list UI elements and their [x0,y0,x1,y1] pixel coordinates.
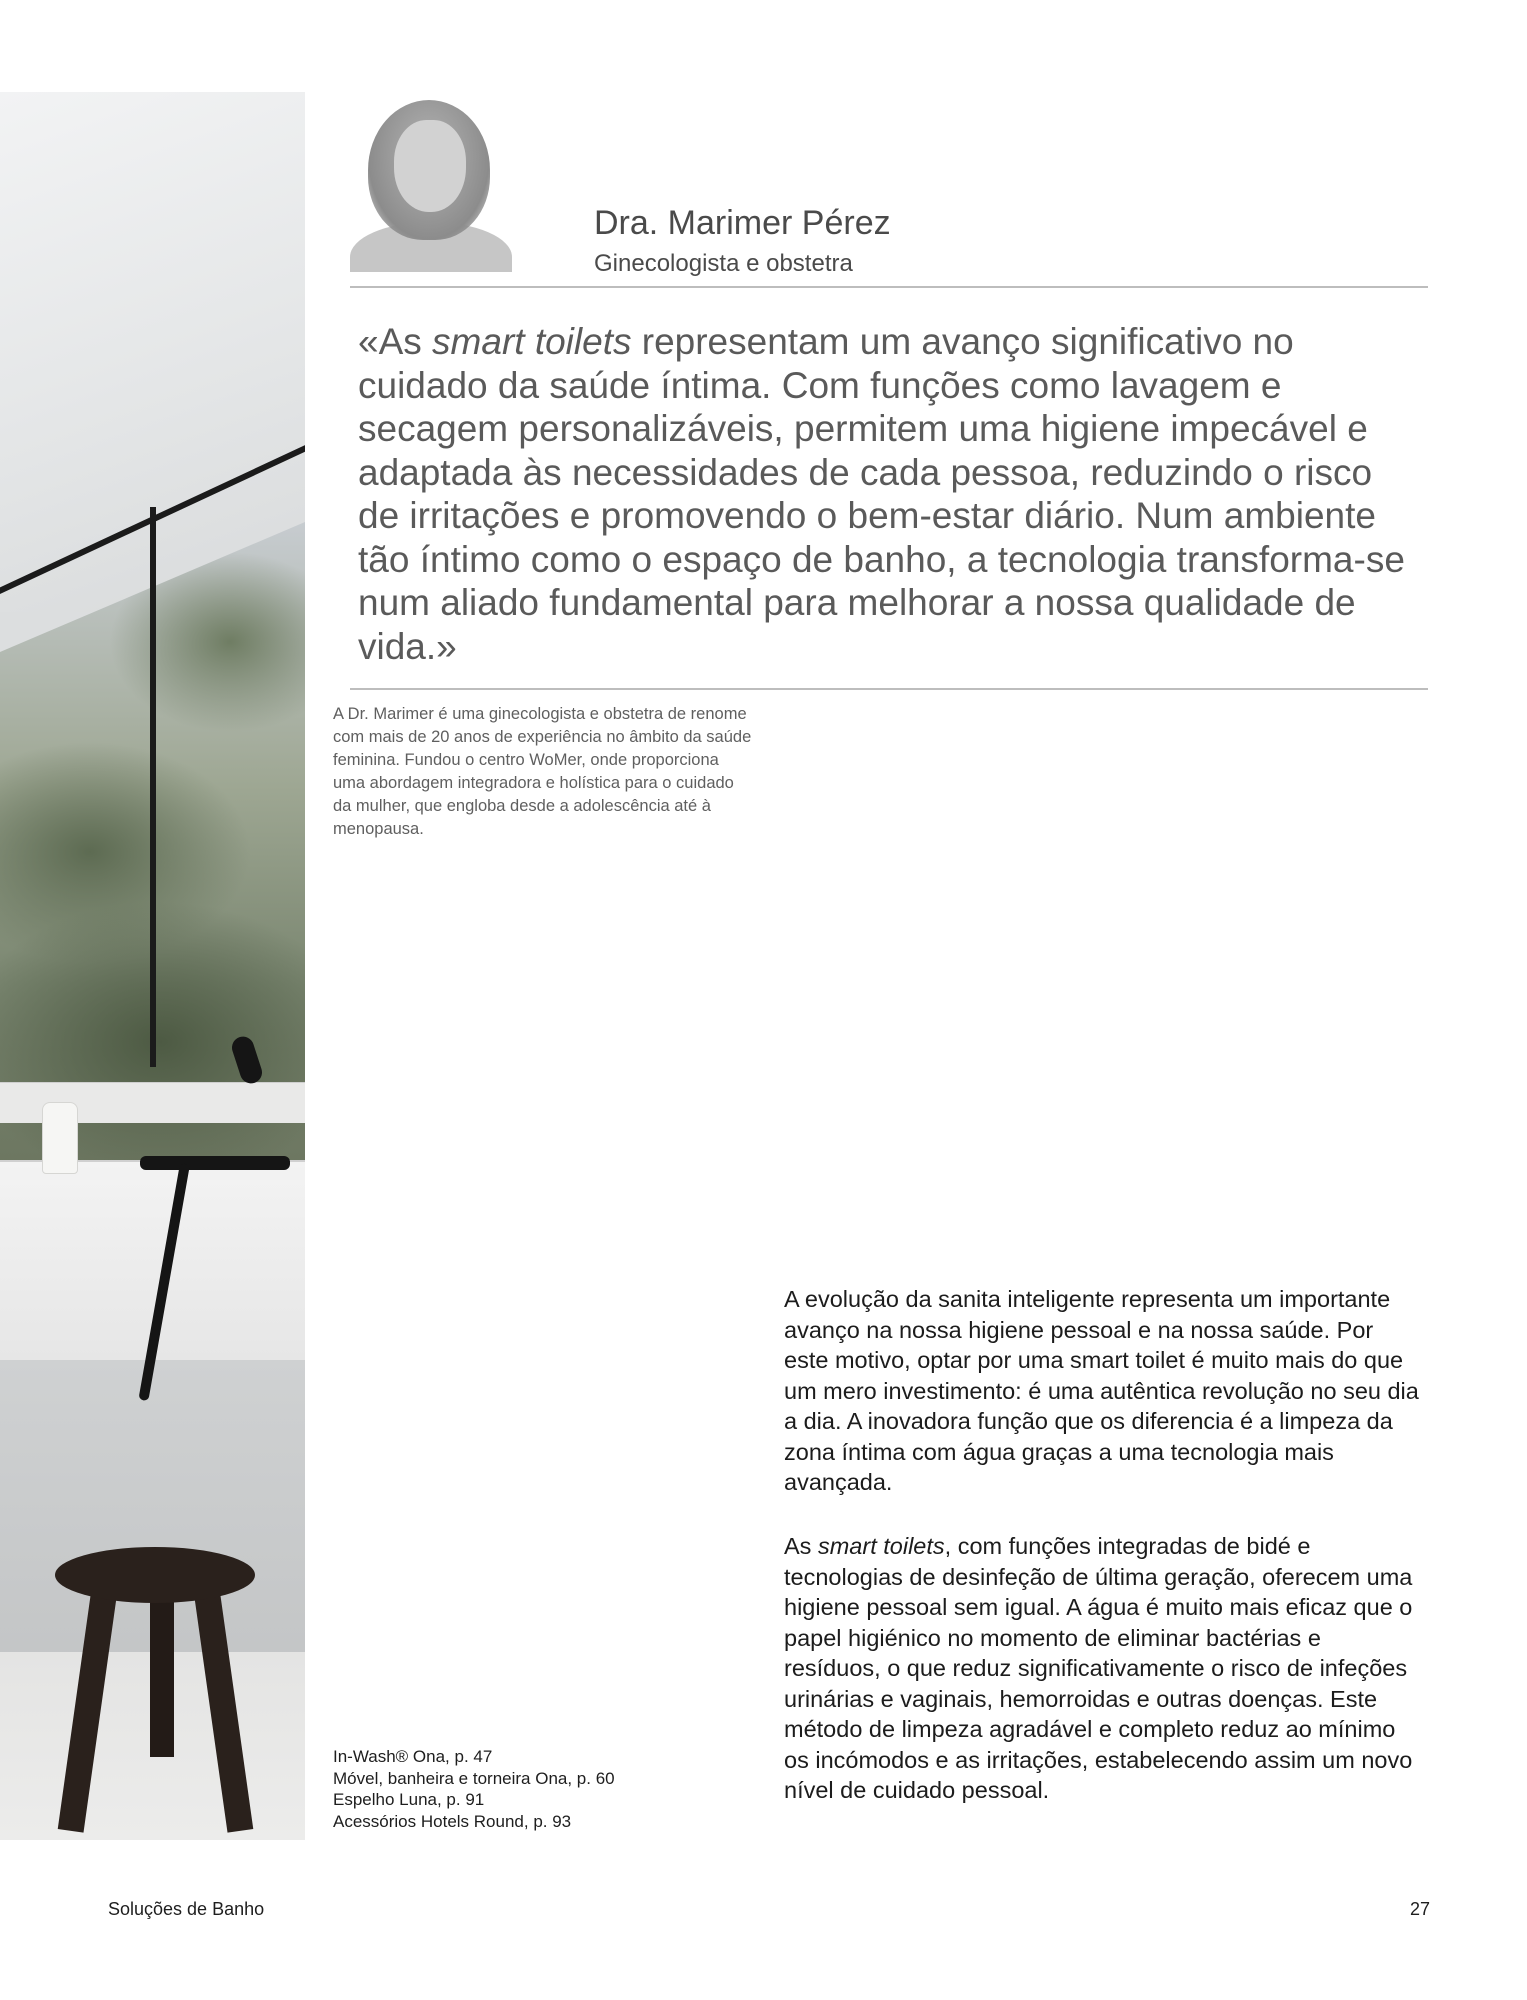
divider-bottom [350,688,1428,690]
photo-stool-leg [150,1597,174,1757]
profile-name: Dra. Marimer Pérez [594,204,891,242]
product-credits [333,1746,615,1832]
photo-tap [140,1156,290,1170]
photo-window-mullion [150,507,156,1067]
footer-section: Soluções de Banho [108,1899,265,1919]
pull-quote [358,320,1418,668]
body-p2-rest: , com funções integradas de bidé e tecnologias de desinfeção de última geração, oferecem uma higiene pessoal sem igual. A água é muito mais eficaz que o papel higiénico no momento de eliminar bactérias e resíduos, o que reduz significativamente o risco de infeções urinárias e vaginais, hemorroidas e outras doenças. Este método de limpeza agradável e completo reduz ao mínimo os incómodos e as irritações, estabelecendo assim um novo nível de cuidado pessoal. [784,1533,1413,1803]
quote-rest: representam um avanço significativo no cuidado da saúde íntima. Com funções como lavagem e secagem personalizáveis, permitem uma higiene impecável e adaptada às necessidades de cada pessoa, reduzindo o risco de irritações e promovendo o bem-estar diário. Num ambiente tão íntimo como o espaço de banho, a tecnologia transforma-se num aliado fundamental para melhorar a nossa qualidade de vida.» [358,321,1405,667]
page-number: 27 [1410,1899,1431,1919]
photo-stool-seat [55,1547,255,1603]
photo-bottle [42,1102,78,1174]
profile-role: Ginecologista e obstetra [594,250,853,277]
body-p2-start: As [784,1533,818,1559]
quote-open: «As [358,321,433,362]
portrait-photo [350,92,512,272]
credit-line: In-Wash® Ona, p. 47 [333,1747,493,1766]
credit-line: Acessórios Hotels Round, p. 93 [333,1811,572,1831]
credit-line: Móvel, banheira e torneira Ona, p. 60 [333,1768,615,1788]
portrait-face [394,120,466,212]
bio-text: A Dr. Marimer é uma ginecologista e obstetra de renome com mais de 20 anos de experiência no âmbito da saúde feminina. Fundou o centro WoMer, onde proporciona uma abordagem integradora e holística para o cuidado da mulher, que engloba desde a adolescência até à menopausa. [333,705,752,838]
divider-top [350,286,1428,288]
bathroom-photo [0,92,305,1840]
body-paragraph-2 [784,1531,1424,1806]
body-paragraph-1: A evolução da sanita inteligente representa um importante avanço na nossa higiene pessoal e na nossa saúde. Por este motivo, optar por uma smart toilet é muito mais do que um mero investimento: é uma autêntica revolução no seu dia a dia. A inovadora função que os diferencia é a limpeza da zona íntima com água graças a uma tecnologia mais avançada. [784,1286,1419,1495]
quote-emphasis: smart toilets [432,321,632,362]
body-p2-emphasis: smart toilets [817,1533,945,1559]
credit-line: Espelho Luna, p. 91 [333,1790,485,1809]
